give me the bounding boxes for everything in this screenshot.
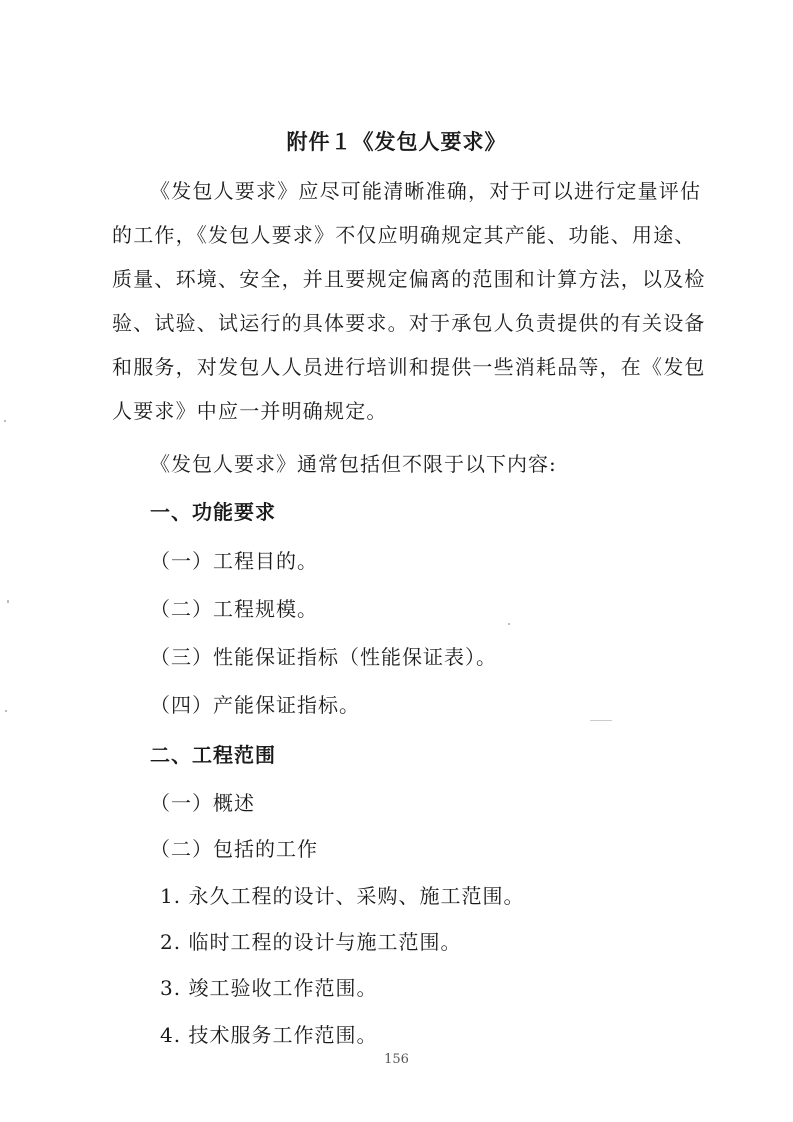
scan-speck bbox=[5, 710, 7, 712]
section-heading-scope: 二、工程范围 bbox=[150, 743, 276, 767]
document-title: 附件１《发包人要求》 bbox=[286, 130, 507, 154]
list-item: （一）概述 bbox=[150, 791, 255, 815]
list-item: （四）产能保证指标。 bbox=[150, 693, 360, 717]
intro-line: 验、试验、试运行的具体要求。对于承包人负责提供的有关设备 bbox=[112, 311, 706, 335]
intro-line: 质量、环境、安全，并且要规定偏离的范围和计算方法，以及检 bbox=[112, 267, 706, 291]
section-heading-function: 一、功能要求 bbox=[150, 500, 276, 524]
lead-sentence: 《发包人要求》通常包括但不限于以下内容: bbox=[150, 452, 557, 476]
numbered-item: 3. 竣工验收工作范围。 bbox=[160, 976, 378, 1000]
intro-line: 的工作，《发包人要求》不仅应明确规定其产能、功能、用途、 bbox=[112, 223, 696, 247]
scan-speck bbox=[4, 420, 6, 422]
page-number: 156 bbox=[384, 1052, 409, 1067]
intro-line: 和服务，对发包人人员进行培训和提供一些消耗品等，在《发包 bbox=[112, 355, 706, 379]
scan-speck bbox=[7, 600, 9, 603]
intro-line: 人要求》中应一并明确规定。 bbox=[112, 399, 388, 423]
list-item: （二）包括的工作 bbox=[150, 837, 318, 861]
scan-speck bbox=[590, 720, 612, 721]
numbered-item: 2. 临时工程的设计与施工范围。 bbox=[160, 930, 462, 954]
numbered-item: 4. 技术服务工作范围。 bbox=[160, 1023, 378, 1047]
list-item: （一）工程目的。 bbox=[150, 549, 318, 573]
numbered-item: 1. 永久工程的设计、采购、施工范围。 bbox=[160, 884, 525, 908]
list-item: （二）工程规模。 bbox=[150, 597, 318, 621]
intro-line: 《发包人要求》应尽可能清晰准确，对于可以进行定量评估 bbox=[150, 179, 702, 203]
scan-speck bbox=[508, 623, 510, 625]
list-item: （三）性能保证指标（性能保证表）。 bbox=[150, 645, 497, 669]
